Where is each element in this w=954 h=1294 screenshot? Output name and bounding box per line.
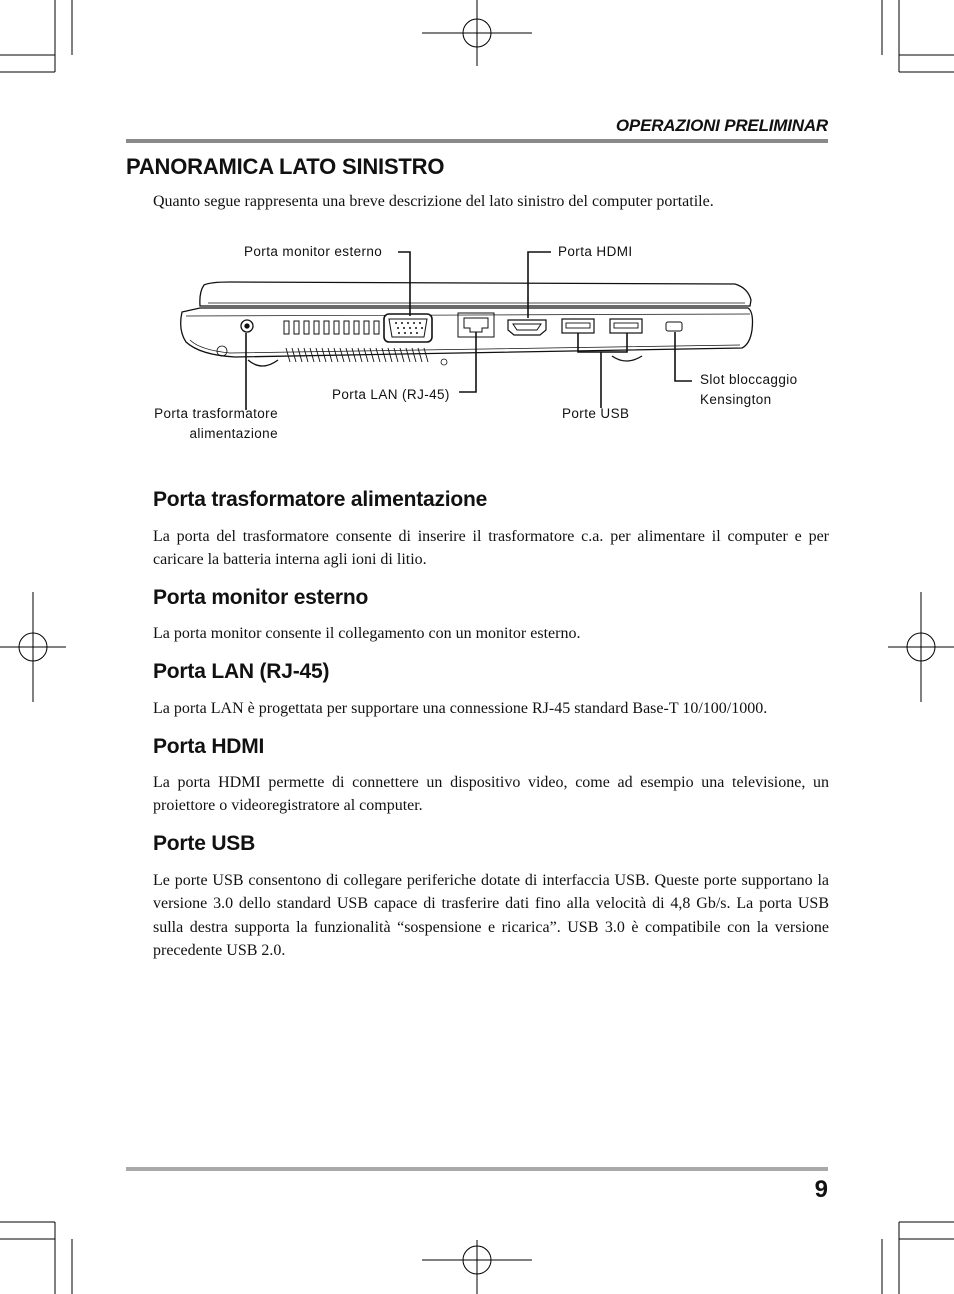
section-heading-power: Porta trasformatore alimentazione (153, 488, 488, 511)
section-text-hdmi: La porta HDMI permette di connettere un dispositivo video, come ad esempio una televisione, un proiettore o videoregistratore al computer. (153, 774, 829, 815)
callout-hdmi: Porta HDMI (558, 244, 633, 259)
page-number: 9 (814, 1176, 828, 1203)
callout-power-line2: alimentazione (189, 426, 278, 441)
section-text-lan: La porta LAN è progettata per supportare una connessione RJ-45 standard Base-T 10/100/1000. (153, 700, 768, 717)
section-heading-hdmi: Porta HDMI (153, 735, 265, 758)
section-text-power: La porta del trasformatore consente di inserire il trasformatore c.a. per alimentare il computer e per caricare la batteria interna agli ioni di litio. (153, 528, 829, 569)
section-heading-monitor: Porta monitor esterno (153, 586, 369, 609)
callout-lan: Porta LAN (RJ-45) (332, 387, 450, 402)
section-heading-usb: Porte USB (153, 832, 256, 855)
header-rule (126, 139, 828, 143)
callout-usb: Porte USB (562, 406, 630, 421)
page-title: PANORAMICA LATO SINISTRO (126, 154, 445, 179)
callout-kensington-line1: Slot bloccaggio (700, 372, 798, 387)
callout-monitor: Porta monitor esterno (244, 244, 383, 259)
section-text-monitor: La porta monitor consente il collegamento con un monitor esterno. (153, 625, 581, 642)
running-header: OPERAZIONI PRELIMINAR (615, 116, 828, 135)
section-text-usb: Le porte USB consentono di collegare periferiche dotate di interfaccia USB. Queste porte supportano la versione 3.0 dello standard USB capace di trasferire dati fino alla velocità di 4,8 Gb/s. La porta USB sulla destra supporta la funzionalità “sospensione e ricarica”. USB 3.0 è compatibile con la versione precedente USB 2.0. (153, 872, 829, 960)
section-heading-lan: Porta LAN (RJ-45) (153, 660, 330, 683)
footer-rule (126, 1167, 828, 1171)
intro-paragraph: Quanto segue rappresenta una breve descrizione del lato sinistro del computer portatile. (153, 193, 714, 210)
callout-kensington-line2: Kensington (700, 392, 772, 407)
callout-power-line1: Porta trasformatore (154, 406, 278, 421)
